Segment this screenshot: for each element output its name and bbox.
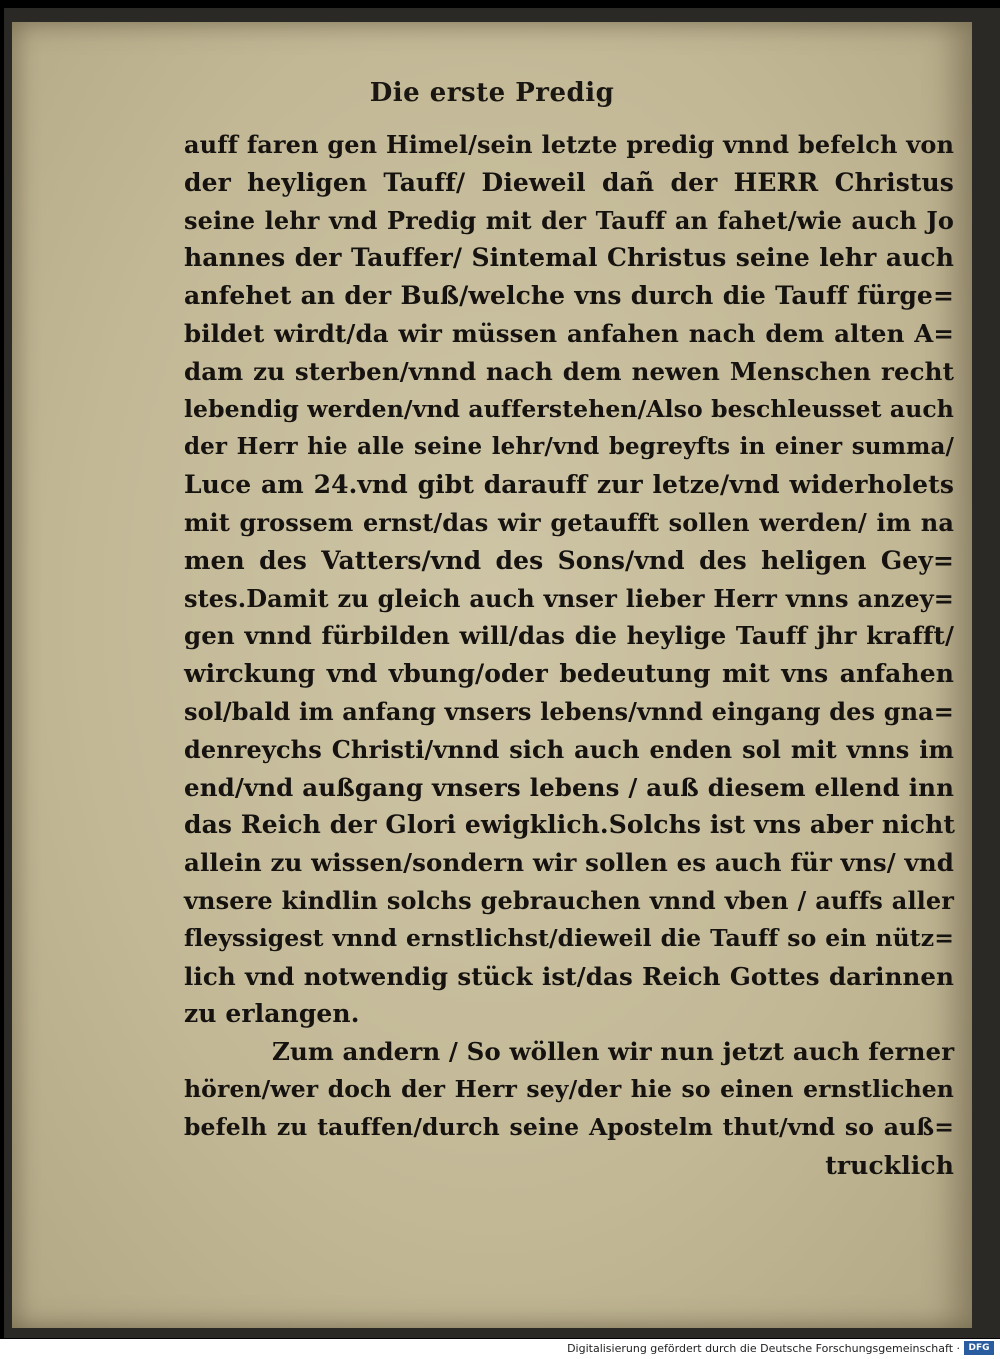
- text-line: befelh zu tauffen/durch seine Apostelm thut/vnd so auß=: [184, 1112, 954, 1141]
- digitization-footer: [0, 1339, 1000, 1359]
- dfg-logo: DFG: [964, 1341, 994, 1355]
- text-line: sol/bald im anfang vnsers lebens/vnnd eingang des gna=: [184, 696, 954, 726]
- running-header: Die erste Predig: [369, 78, 615, 108]
- text-line: hören/wer doch der Herr sey/der hie so einen ernstlichen: [184, 1074, 954, 1103]
- text-line: Luce am 24.vnd gibt darauff zur letze/vnd widerholets: [184, 470, 954, 500]
- text-line: vnsere kindlin solchs gebrauchen vnnd vben / auffs aller: [184, 885, 954, 915]
- funding-notice: Digitalisierung gefördert durch die Deutsche Forschungsgemeinschaft ·: [567, 1342, 960, 1355]
- text-line: zu erlangen.: [184, 999, 360, 1029]
- text-line: anfehet an der Buß/welche vns durch die Tauff fürge=: [184, 281, 954, 311]
- book-scan-background: [4, 8, 1000, 1338]
- text-line: denreychs Christi/vnnd sich auch enden sol mit vnns im: [184, 734, 954, 764]
- text-line: wirckung vnd vbung/oder bedeutung mit vns anfahen: [184, 659, 954, 689]
- text-line: Zum andern / So wöllen wir nun jetzt auch ferner: [272, 1037, 955, 1067]
- text-line: dam zu sterben/vnnd nach dem newen Menschen recht: [184, 356, 954, 386]
- text-line: gen vnnd fürbilden will/das die heylige Tauff jhr krafft/: [184, 621, 954, 651]
- text-line: fleyssigest vnnd ernstlichst/dieweil die Tauff so ein nütz=: [184, 923, 954, 952]
- catchword: trucklich: [825, 1150, 954, 1180]
- text-line: der heyligen Tauff/ Dieweil dañ der HERR Christus: [184, 167, 954, 197]
- text-line: hannes der Tauffer/ Sintemal Christus seine lehr auch: [184, 243, 954, 273]
- text-line: allein zu wissen/sondern wir sollen es auch für vns/ vnd: [184, 848, 954, 878]
- text-line: mit grossem ernst/das wir getaufft sollen werden/ im na: [184, 507, 954, 537]
- text-line: lebendig werden/vnd aufferstehen/Also beschleusset auch: [184, 394, 954, 423]
- text-line: das Reich der Glori ewigklich.Solchs ist vns aber nicht: [184, 810, 956, 840]
- text-line: stes.Damit zu gleich auch vnser lieber Herr vnns anzey=: [184, 583, 954, 613]
- text-line: seine lehr vnd Predig mit der Tauff an fahet/wie auch Jo: [184, 205, 954, 235]
- text-line: end/vnd außgang vnsers lebens / auß diesem ellend inn: [184, 772, 954, 802]
- body-text: [184, 126, 954, 1184]
- text-line: bildet wirdt/da wir müssen anfahen nach dem alten A=: [184, 318, 954, 348]
- text-line: lich vnd notwendig stück ist/das Reich Gottes darinnen: [184, 961, 954, 991]
- text-line: auff faren gen Himel/sein letzte predig vnnd befelch von: [184, 130, 954, 159]
- text-line: der Herr hie alle seine lehr/vnd begreyfts in einer summa/: [184, 433, 954, 461]
- text-line: men des Vatters/vnd des Sons/vnd des heligen Gey=: [184, 545, 954, 575]
- book-page: [12, 22, 972, 1328]
